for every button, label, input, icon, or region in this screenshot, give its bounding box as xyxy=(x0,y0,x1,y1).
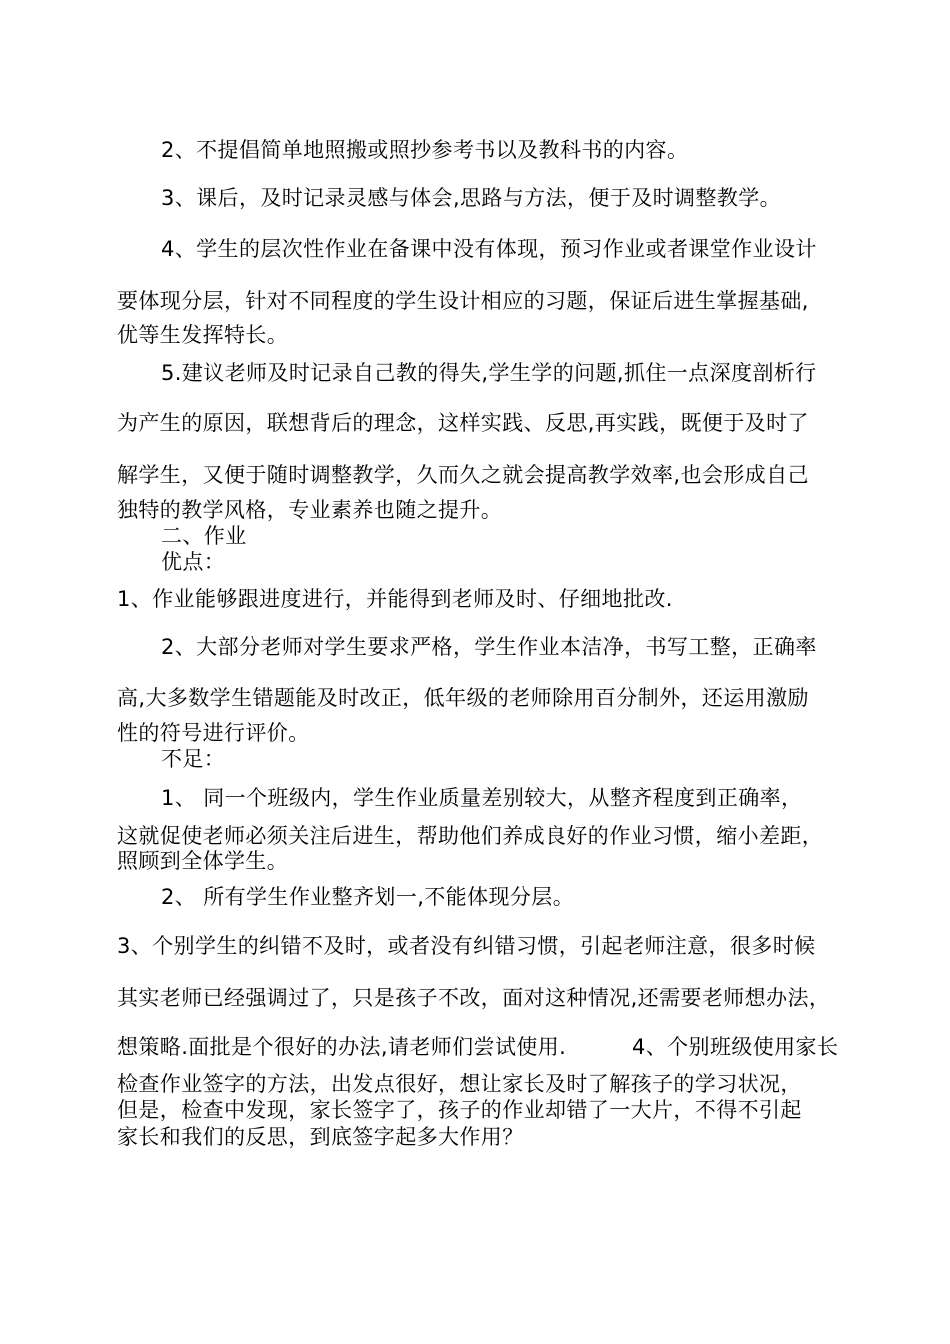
text-line: 2、不提倡简单地照搬或照抄参考书以及教科书的内容。 xyxy=(161,138,689,162)
text-line: 2、 所有学生作业整齐划一,不能体现分层。 xyxy=(161,885,575,909)
text-line: 想策略.面批是个很好的办法,请老师们尝试使用. xyxy=(117,1035,567,1059)
text-line: 解学生，又便于随时调整教学，久而久之就会提高教学效率,也会形成自己 xyxy=(117,463,809,487)
text-line: 3、个别学生的纠错不及时，或者没有纠错习惯，引起老师注意，很多时候 xyxy=(117,934,816,958)
text-line: 家长和我们的反思，到底签字起多大作用？ xyxy=(117,1125,524,1149)
text-line: 1、 同一个班级内，学生作业质量差别较大，从整齐程度到正确率， xyxy=(161,786,803,810)
text-line: 性的符号进行评价。 xyxy=(117,721,310,745)
text-line: 检查作业签字的方法，出发点很好，想让家长及时了解孩子的学习状况， xyxy=(117,1072,802,1096)
text-line: 3、课后，及时记录灵感与体会,思路与方法，便于及时调整教学。 xyxy=(161,186,782,210)
text-line: 高,大多数学生错题能及时改正，低年级的老师除用百分制外，还运用激励 xyxy=(117,686,809,710)
text-line: 这就促使老师必须关注后进生，帮助他们养成良好的作业习惯，缩小差距， xyxy=(117,824,824,848)
text-line: 照顾到全体学生。 xyxy=(117,849,289,873)
text-line: 4、学生的层次性作业在备课中没有体现，预习作业或者课堂作业设计 xyxy=(161,237,817,261)
subheading: 不足： xyxy=(161,747,226,771)
text-line: 5.建议老师及时记录自己教的得失,学生学的问题,抓住一点深度剖析行 xyxy=(161,361,817,385)
text-line: 为产生的原因，联想背后的理念，这样实践、反思,再实践，既便于及时了 xyxy=(117,411,809,435)
text-line: 2、大部分老师对学生要求严格，学生作业本洁净，书写工整，正确率 xyxy=(161,635,817,659)
text-line: 独特的教学风格，专业素养也随之提升。 xyxy=(117,498,503,522)
text-line: 4、个别班级使用家长 xyxy=(632,1035,839,1059)
text-line: 但是，检查中发现，家长签字了，孩子的作业却错了一大片，不得不引起 xyxy=(117,1098,802,1122)
text-line: 其实老师已经强调过了，只是孩子不改，面对这种情况,还需要老师想办法， xyxy=(117,986,831,1010)
text-line: 要体现分层，针对不同程度的学生设计相应的习题，保证后进生掌握基础, xyxy=(117,289,809,313)
text-line: 优等生发挥特长。 xyxy=(117,323,289,347)
subheading: 优点： xyxy=(161,550,226,574)
text-line: 1、作业能够跟进度进行，并能得到老师及时、仔细地批改. xyxy=(117,587,673,611)
section-heading: 二、作业 xyxy=(161,524,247,548)
